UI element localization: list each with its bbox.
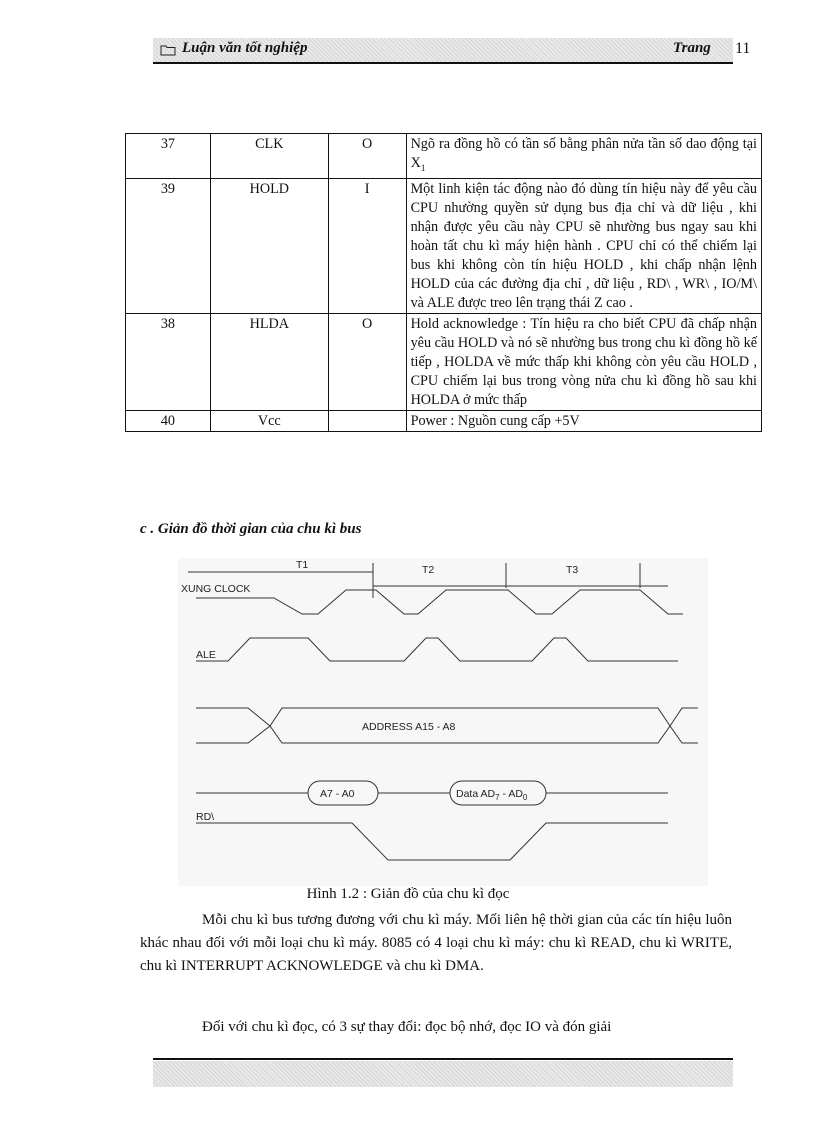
pin-table	[125, 133, 762, 432]
pin-name: HOLD	[210, 178, 328, 313]
timing-diagram	[178, 558, 708, 886]
pin-name: HLDA	[210, 313, 328, 410]
pin-description: Một linh kiện tác động nào đó dùng tín hiệu này để yêu cầu CPU nhường quyền sử dụng bus địa chỉ và dữ liệu , khi nhận được yêu cầu này CPU sẽ nhường bus ngay sau khi hoàn tất chu kì máy hiện hành . CPU chỉ có thể chiếm lại bus khi không còn tín hiệu HOLD , khi chấp nhận lệnh HOLD của các đường địa chỉ , dữ liệu , RD\ , WR\ , IO/M\ và ALE được treo lên trạng thái Z cao .	[406, 178, 761, 313]
t1-label: T1	[296, 559, 309, 571]
rd-label: RD\	[196, 811, 215, 823]
timing-diagram-svg	[178, 558, 708, 886]
t2-label: T2	[422, 564, 435, 576]
a7-a0-label: A7 - A0	[320, 788, 355, 800]
clock-label: XUNG CLOCK	[181, 583, 251, 595]
pin-type	[328, 410, 406, 431]
pin-number: 37	[126, 134, 211, 179]
header-rule	[153, 62, 733, 64]
footer-rule	[153, 1058, 733, 1060]
pin-number: 39	[126, 178, 211, 313]
pin-type: O	[328, 134, 406, 179]
pin-number: 38	[126, 313, 211, 410]
pin-description: Power : Nguồn cung cấp +5V	[406, 410, 761, 431]
header-title: Luận văn tốt nghiệp	[182, 40, 308, 56]
section-heading: c . Giản đồ thời gian của chu kì bus	[140, 521, 362, 537]
pin-name: Vcc	[210, 410, 328, 431]
pin-description: Ngõ ra đồng hồ có tần số bằng phân nửa tần số dao động tại $X_1$	[406, 134, 761, 179]
pin-number: 40	[126, 410, 211, 431]
data-label: Data $AD_7 - AD_0$	[456, 788, 528, 802]
pin-name: CLK	[210, 134, 328, 179]
table-row	[126, 134, 762, 179]
table-row	[126, 178, 762, 313]
folder-icon	[160, 44, 176, 56]
header-trang-label: Trang	[673, 40, 711, 56]
paragraph: Đối với chu kì đọc, có 3 sự thay đổi: đọc bộ nhớ, đọc IO và đón giải	[202, 1019, 612, 1035]
ale-label: ALE	[196, 649, 216, 661]
pin-description: Hold acknowledge : Tín hiệu ra cho biết CPU đã chấp nhận yêu cầu HOLD và nó sẽ nhường bus trong chu kì đồng hồ kế tiếp , HOLDA về mức thấp khi không còn yêu cầu HOLD , CPU chiếm lại bus trong vòng nửa chu kì đồng hồ sau khi HOLDA ở mức thấp	[406, 313, 761, 410]
figure-caption: Hình 1.2 : Giản đồ của chu kì đọc	[306, 886, 510, 902]
table-row	[126, 313, 762, 410]
address-label: ADDRESS A15 - A8	[362, 721, 456, 733]
pin-type: O	[328, 313, 406, 410]
pin-type: I	[328, 178, 406, 313]
paragraph: Mỗi chu kì bus tương đương với chu kì máy. Mối liên hệ thời gian của các tín hiệu luôn khác nhau đối với mỗi loại chu kì máy. 8085 có 4 loại chu kì máy: chu kì READ, chu kì WRITE, chu kì INTERRUPT ACKNOWLEDGE và chu kì DMA.	[140, 912, 732, 974]
t3-label: T3	[566, 564, 579, 576]
footer-band	[153, 1061, 733, 1087]
table-row	[126, 410, 762, 431]
page-number: 11	[735, 40, 751, 57]
